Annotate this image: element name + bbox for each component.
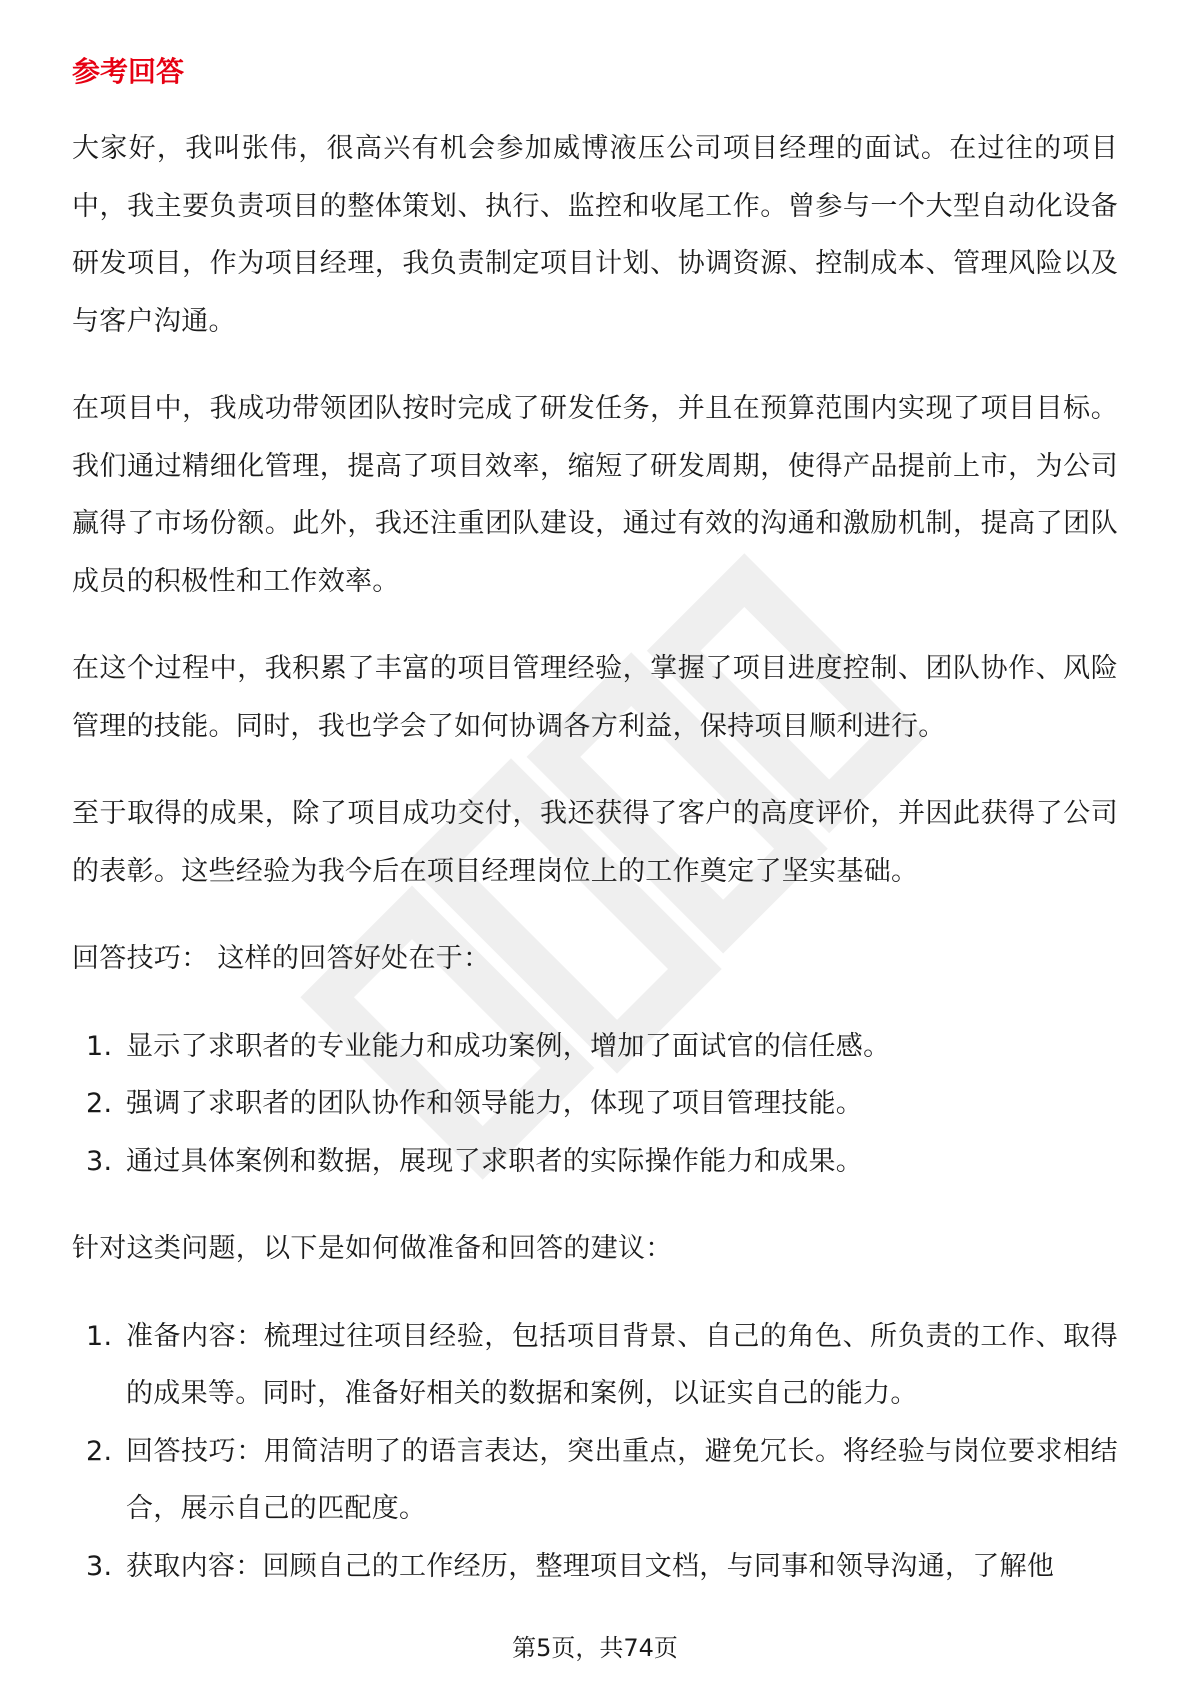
list-number: 3. xyxy=(86,1145,113,1177)
answer-paragraph: 大家好，我叫张伟，很高兴有机会参加威博液压公司项目经理的面试。在过往的项目中，我主要负责项目的整体策划、执行、监控和收尾工作。曾参与一个大型自动化设备研发项目，作为项目经理，我负责制定项目计划、协调资源、控制成本、管理风险以及与客户沟通。 xyxy=(72,133,1118,337)
list-number: 2. xyxy=(86,1088,113,1119)
section-title: 参考回答 xyxy=(72,55,185,88)
document-content xyxy=(72,48,1118,1625)
list-item xyxy=(72,1538,1118,1596)
list-item xyxy=(72,1018,1118,1076)
list-text: 准备内容：梳理过往项目经验，包括项目背景、自己的角色、所负责的工作、取得的成果等。同时，准备好相关的数据和案例，以证实自己的能力。 xyxy=(126,1320,1118,1409)
list-text: 回答技巧：用简洁明了的语言表达，突出重点，避免冗长。将经验与岗位要求相结合，展示自己的匹配度。 xyxy=(126,1435,1118,1524)
list-number: 1. xyxy=(86,1030,113,1062)
list-text: 显示了求职者的专业能力和成功案例，增加了面试官的信任感。 xyxy=(126,1030,891,1062)
list-text: 强调了求职者的团队协作和领导能力，体现了项目管理技能。 xyxy=(126,1088,864,1119)
advice-heading: 针对这类问题，以下是如何做准备和回答的建议： xyxy=(72,1233,673,1264)
list-item xyxy=(72,1423,1118,1538)
list-number: 3. xyxy=(86,1550,113,1582)
list-number: 2. xyxy=(86,1435,113,1467)
answer-paragraph: 在项目中，我成功带领团队按时完成了研发任务，并且在预算范围内实现了项目目标。我们通过精细化管理，提高了项目效率，缩短了研发周期，使得产品提前上市，为公司赢得了市场份额。此外，我还注重团队建设，通过有效的沟通和激励机制，提高了团队成员的积极性和工作效率。 xyxy=(72,393,1118,597)
answer-paragraph: 在这个过程中，我积累了丰富的项目管理经验，掌握了项目进度控制、团队协作、风险管理的技能。同时，我也学会了如何协调各方利益，保持项目顺利进行。 xyxy=(72,653,1118,742)
page-number: 第5页，共74页 xyxy=(512,1634,678,1662)
list-item xyxy=(72,1075,1118,1133)
tips-list xyxy=(72,1018,1118,1191)
list-text: 通过具体案例和数据，展现了求职者的实际操作能力和成果。 xyxy=(126,1145,864,1177)
advice-list xyxy=(72,1308,1118,1596)
list-item xyxy=(72,1133,1118,1191)
list-item xyxy=(72,1308,1118,1423)
list-text: 获取内容：回顾自己的工作经历，整理项目文档，与同事和领导沟通，了解他 xyxy=(126,1550,1055,1582)
tips-heading: 回答技巧： 这样的回答好处在于： xyxy=(72,943,491,974)
list-number: 1. xyxy=(86,1320,113,1352)
answer-paragraph: 至于取得的成果，除了项目成功交付，我还获得了客户的高度评价，并因此获得了公司的表彰。这些经验为我今后在项目经理岗位上的工作奠定了坚实基础。 xyxy=(72,798,1118,887)
